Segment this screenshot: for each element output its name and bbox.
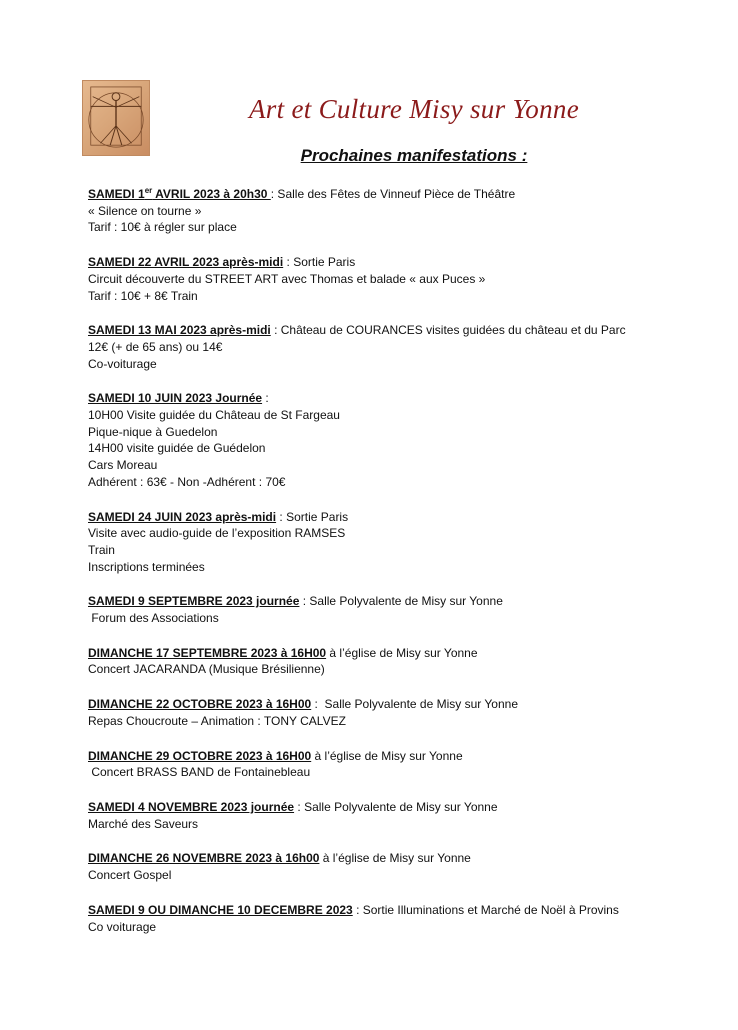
event-date: SAMEDI 1er AVRIL 2023 à 20h30 — [88, 186, 271, 201]
event-description: : Salle Polyvalente de Misy sur Yonne — [311, 697, 518, 712]
event-item — [88, 509, 708, 576]
event-detail: 12€ (+ de 65 ans) ou 14€ — [88, 339, 223, 354]
event-detail: Adhérent : 63€ - Non -Adhérent : 70€ — [88, 474, 286, 489]
event-description: : Salle des Fêtes de Vinneuf Pièce de Théâtre — [270, 187, 516, 201]
event-detail: 10H00 Visite guidée du Château de St Fargeau — [88, 408, 340, 423]
event-detail: Circuit découverte du STREET ART avec Thomas et balade « aux Puces » — [88, 271, 486, 286]
event-date: SAMEDI 10 JUIN 2023 Journée — [88, 391, 263, 406]
event-description: : Salle Polyvalente de Misy sur Yonne — [299, 594, 503, 609]
event-detail: Tarif : 10€ à régler sur place — [88, 220, 237, 235]
event-item — [88, 645, 708, 678]
event-detail: Visite avec audio-guide de l’exposition RAMSES — [88, 526, 346, 541]
event-date: SAMEDI 22 AVRIL 2023 après-midi — [88, 255, 284, 270]
event-detail: Concert JACARANDA (Musique Brésilienne) — [88, 662, 325, 677]
event-detail: Tarif : 10€ + 8€ Train — [88, 288, 198, 303]
page-title: Art et Culture Misy sur Yonne — [249, 94, 579, 124]
event-detail: Train — [88, 542, 115, 557]
event-item — [88, 902, 708, 935]
event-item — [88, 850, 708, 883]
event-date: DIMANCHE 22 OCTOBRE 2023 à 16H00 — [88, 697, 312, 712]
event-detail: 14H00 visite guidée de Guédelon — [88, 441, 266, 456]
event-description: à l’église de Misy sur Yonne — [319, 851, 471, 866]
event-description: : Salle Polyvalente de Misy sur Yonne — [294, 799, 498, 814]
event-detail: Concert BRASS BAND de Fontainebleau — [88, 765, 311, 780]
event-description: : Château de COURANCES visites guidées du château et du Parc — [270, 323, 626, 338]
event-date: DIMANCHE 17 SEPTEMBRE 2023 à 16H00 — [88, 645, 327, 660]
event-detail: Forum des Associations — [88, 611, 219, 626]
event-description: à l’église de Misy sur Yonne — [326, 645, 478, 660]
page-subtitle: Prochaines manifestations : — [300, 146, 528, 165]
event-item — [88, 748, 708, 781]
event-detail: Marché des Saveurs — [88, 816, 199, 831]
event-date: DIMANCHE 29 OCTOBRE 2023 à 16H00 — [88, 748, 312, 763]
event-date: SAMEDI 13 MAI 2023 après-midi — [88, 323, 271, 338]
event-description: à l’église de Misy sur Yonne — [311, 748, 463, 763]
event-date: SAMEDI 9 SEPTEMBRE 2023 journée — [88, 594, 300, 609]
event-detail: Repas Choucroute – Animation : TONY CALVEZ — [88, 713, 346, 728]
event-item — [88, 390, 708, 490]
event-item — [88, 322, 708, 372]
events-list — [88, 186, 708, 953]
event-detail: Cars Moreau — [88, 458, 158, 473]
event-item — [88, 799, 708, 832]
event-detail: Pique-nique à Guedelon — [88, 424, 218, 439]
event-item — [88, 696, 708, 729]
event-date: SAMEDI 4 NOVEMBRE 2023 journée — [88, 799, 295, 814]
event-detail: « Silence on tourne » — [88, 203, 202, 218]
event-item — [88, 593, 708, 626]
event-description: : Sortie Paris — [276, 509, 349, 524]
event-date: SAMEDI 9 OU DIMANCHE 10 DECEMBRE 2023 — [88, 902, 353, 917]
event-date: SAMEDI 24 JUIN 2023 après-midi — [88, 509, 277, 524]
event-date: DIMANCHE 26 NOVEMBRE 2023 à 16h00 — [88, 851, 320, 866]
event-detail: Co-voiturage — [88, 356, 157, 371]
event-item — [88, 254, 708, 304]
event-item — [88, 186, 708, 236]
event-detail: Co voiturage — [88, 919, 157, 934]
event-detail: Inscriptions terminées — [88, 559, 205, 574]
event-description: : Sortie Paris — [283, 255, 356, 270]
event-description: : Sortie Illuminations et Marché de Noël à Provins — [352, 902, 619, 917]
event-detail: Concert Gospel — [88, 868, 172, 883]
event-description: : — [262, 391, 269, 406]
